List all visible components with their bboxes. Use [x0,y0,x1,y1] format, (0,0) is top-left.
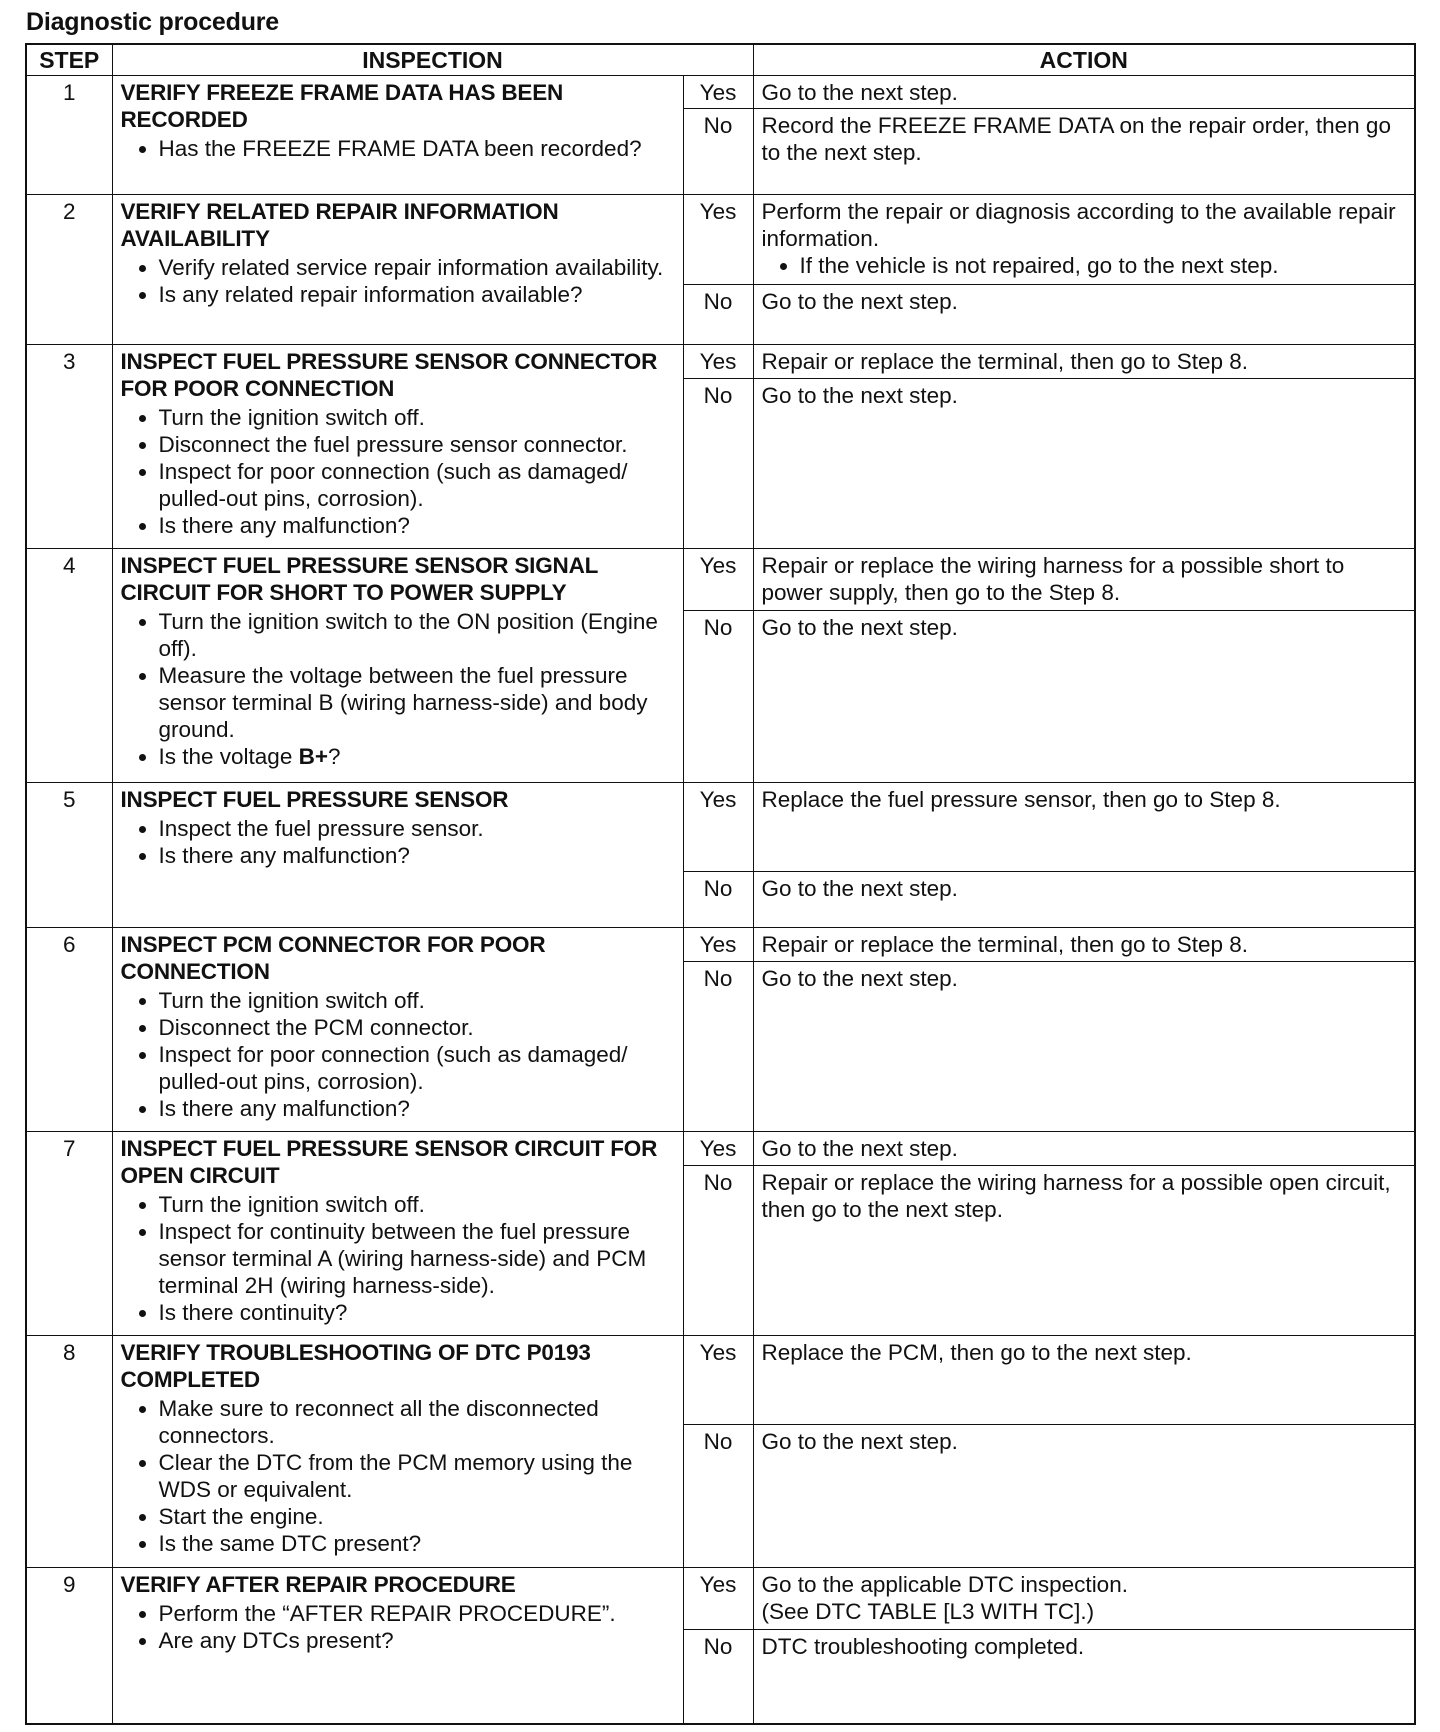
inspection-item: • Inspect the fuel pressure sensor. [159,815,675,842]
step-title: INSPECT PCM CONNECTOR FOR POOR CONNECTION [120,932,546,984]
no-action: Go to the next step. [753,379,1415,549]
inspection-item: • Disconnect the fuel pressure sensor connector. [159,431,675,458]
inspection-list [121,254,675,308]
no-action: Go to the next step. [753,1425,1415,1568]
no-action: Go to the next step. [753,285,1415,345]
header-step: STEP [26,44,112,76]
inspection-item: • Inspect for poor connection (such as damaged/ pulled-out pins, corrosion). [159,1041,675,1095]
page-title: Diagnostic procedure [26,8,279,36]
inspection-item: • Is the same DTC present? [159,1530,675,1557]
yes-action: Go to the next step. [753,1132,1415,1166]
no-action: Record the FREEZE FRAME DATA on the repair order, then go to the next step. [753,109,1415,195]
no-label: No [683,611,753,783]
no-label: No [683,285,753,345]
table-header-row [26,44,1415,76]
inspection-list [121,608,675,770]
step-6-yes-row [26,928,1415,962]
header-inspection: INSPECTION [112,44,753,76]
step-inspection [112,1132,683,1336]
step-title: VERIFY TROUBLESHOOTING OF DTC P0193 COMPLETED [120,1340,591,1392]
voltage-value: B+ [298,744,328,769]
inspection-item: • Turn the ignition switch off. [159,404,675,431]
step-title: INSPECT FUEL PRESSURE SENSOR [120,787,509,812]
yes-action: Repair or replace the terminal, then go to Step 8. [753,928,1415,962]
yes-label: Yes [683,195,753,285]
step-5-yes-row [26,783,1415,872]
step-number: 4 [26,549,112,783]
inspection-item: • Make sure to reconnect all the disconnected connectors. [159,1395,675,1449]
step-title: INSPECT FUEL PRESSURE SENSOR SIGNAL CIRCUIT FOR SHORT TO POWER SUPPLY [120,553,598,605]
inspection-list [121,1395,675,1557]
yes-label: Yes [683,549,753,611]
action-sub-item: • If the vehicle is not repaired, go to the next step. [800,252,1407,279]
step-number: 2 [26,195,112,345]
inspection-item: • Start the engine. [159,1503,675,1530]
step-2-yes-row [26,195,1415,285]
step-number: 9 [26,1568,112,1725]
no-label: No [683,1166,753,1336]
no-action: Go to the next step. [753,611,1415,783]
yes-action: Repair or replace the terminal, then go to Step 8. [753,345,1415,379]
diagnostic-procedure-table [25,43,1416,1725]
yes-action [753,1568,1415,1630]
inspection-list [121,815,675,869]
step-inspection [112,345,683,549]
inspection-item: • Perform the “AFTER REPAIR PROCEDURE”. [159,1600,675,1627]
yes-action [753,195,1415,285]
step-number: 3 [26,345,112,549]
step-1-yes-row [26,76,1415,109]
step-inspection [112,1568,683,1725]
no-label: No [683,1630,753,1725]
step-inspection [112,783,683,928]
step-inspection [112,549,683,783]
step-number: 1 [26,76,112,195]
step-title: VERIFY FREEZE FRAME DATA HAS BEEN RECORDED [120,80,564,132]
step-number: 8 [26,1336,112,1568]
step-number: 5 [26,783,112,928]
inspection-item: • Has the FREEZE FRAME DATA been recorded? [159,135,675,162]
inspection-item: • Turn the ignition switch off. [159,1191,675,1218]
yes-label: Yes [683,1568,753,1630]
yes-action: Go to the next step. [753,76,1415,109]
yes-action-text: Perform the repair or diagnosis according to the available repair information. [761,199,1396,251]
inspection-item: • Is there continuity? [159,1299,675,1326]
step-number: 6 [26,928,112,1132]
step-8-yes-row [26,1336,1415,1425]
no-label: No [683,872,753,928]
step-inspection [112,195,683,345]
question-mark: ? [327,744,341,769]
step-title: INSPECT FUEL PRESSURE SENSOR CIRCUIT FOR OPEN CIRCUIT [120,1136,658,1188]
inspection-item: • Disconnect the PCM connector. [159,1014,675,1041]
header-action: ACTION [753,44,1415,76]
inspection-item: • Is there any malfunction? [159,1095,675,1122]
inspection-item: • Inspect for poor connection (such as damaged/ pulled-out pins, corrosion). [159,458,675,512]
yes-label: Yes [683,1132,753,1166]
inspection-list [121,1191,675,1326]
inspection-item [159,743,675,770]
step-title: VERIFY AFTER REPAIR PROCEDURE [120,1572,516,1597]
step-9-yes-row [26,1568,1415,1630]
inspection-list [121,1600,675,1654]
no-action: Go to the next step. [753,872,1415,928]
step-title: VERIFY RELATED REPAIR INFORMATION AVAILABILITY [120,199,559,251]
yes-action: Replace the fuel pressure sensor, then go to Step 8. [753,783,1415,872]
step-7-yes-row [26,1132,1415,1166]
yes-label: Yes [683,783,753,872]
step-inspection [112,76,683,195]
no-action: DTC troubleshooting completed. [753,1630,1415,1725]
inspection-item: • Measure the voltage between the fuel pressure sensor terminal B (wiring harness-side) and body ground. [159,662,675,743]
yes-label: Yes [683,76,753,109]
inspection-item: • Verify related service repair information availability. [159,254,675,281]
yes-action: Replace the PCM, then go to the next step. [753,1336,1415,1425]
inspection-list [121,987,675,1122]
inspection-item: • Turn the ignition switch to the ON position (Engine off). [159,608,675,662]
yes-action-text: Go to the applicable DTC inspection. [761,1572,1128,1597]
no-label: No [683,379,753,549]
yes-action-reference: (See DTC TABLE [L3 WITH TC].) [761,1599,1095,1624]
step-inspection [112,1336,683,1568]
step-inspection [112,928,683,1132]
step-number: 7 [26,1132,112,1336]
voltage-question: Is the voltage [158,744,299,769]
inspection-item: • Turn the ignition switch off. [159,987,675,1014]
inspection-item: • Clear the DTC from the PCM memory using the WDS or equivalent. [159,1449,675,1503]
inspection-item: • Inspect for continuity between the fuel pressure sensor terminal A (wiring harness-side) and PCM terminal 2H (wiring harness-side). [159,1218,675,1299]
inspection-item: • Is there any malfunction? [159,842,675,869]
step-4-yes-row [26,549,1415,611]
inspection-item: • Are any DTCs present? [159,1627,675,1654]
no-action: Repair or replace the wiring harness for a possible open circuit, then go to the next step. [753,1166,1415,1336]
inspection-item: • Is there any malfunction? [159,512,675,539]
no-label: No [683,962,753,1132]
no-label: No [683,1425,753,1568]
yes-label: Yes [683,345,753,379]
inspection-list [121,135,675,162]
no-label: No [683,109,753,195]
yes-action: Repair or replace the wiring harness for a possible short to power supply, then go to the Step 8. [753,549,1415,611]
yes-label: Yes [683,1336,753,1425]
action-sub-list [762,252,1407,279]
inspection-item: • Is any related repair information available? [159,281,675,308]
step-3-yes-row [26,345,1415,379]
inspection-list [121,404,675,539]
yes-label: Yes [683,928,753,962]
step-title: INSPECT FUEL PRESSURE SENSOR CONNECTOR FOR POOR CONNECTION [120,349,658,401]
no-action: Go to the next step. [753,962,1415,1132]
